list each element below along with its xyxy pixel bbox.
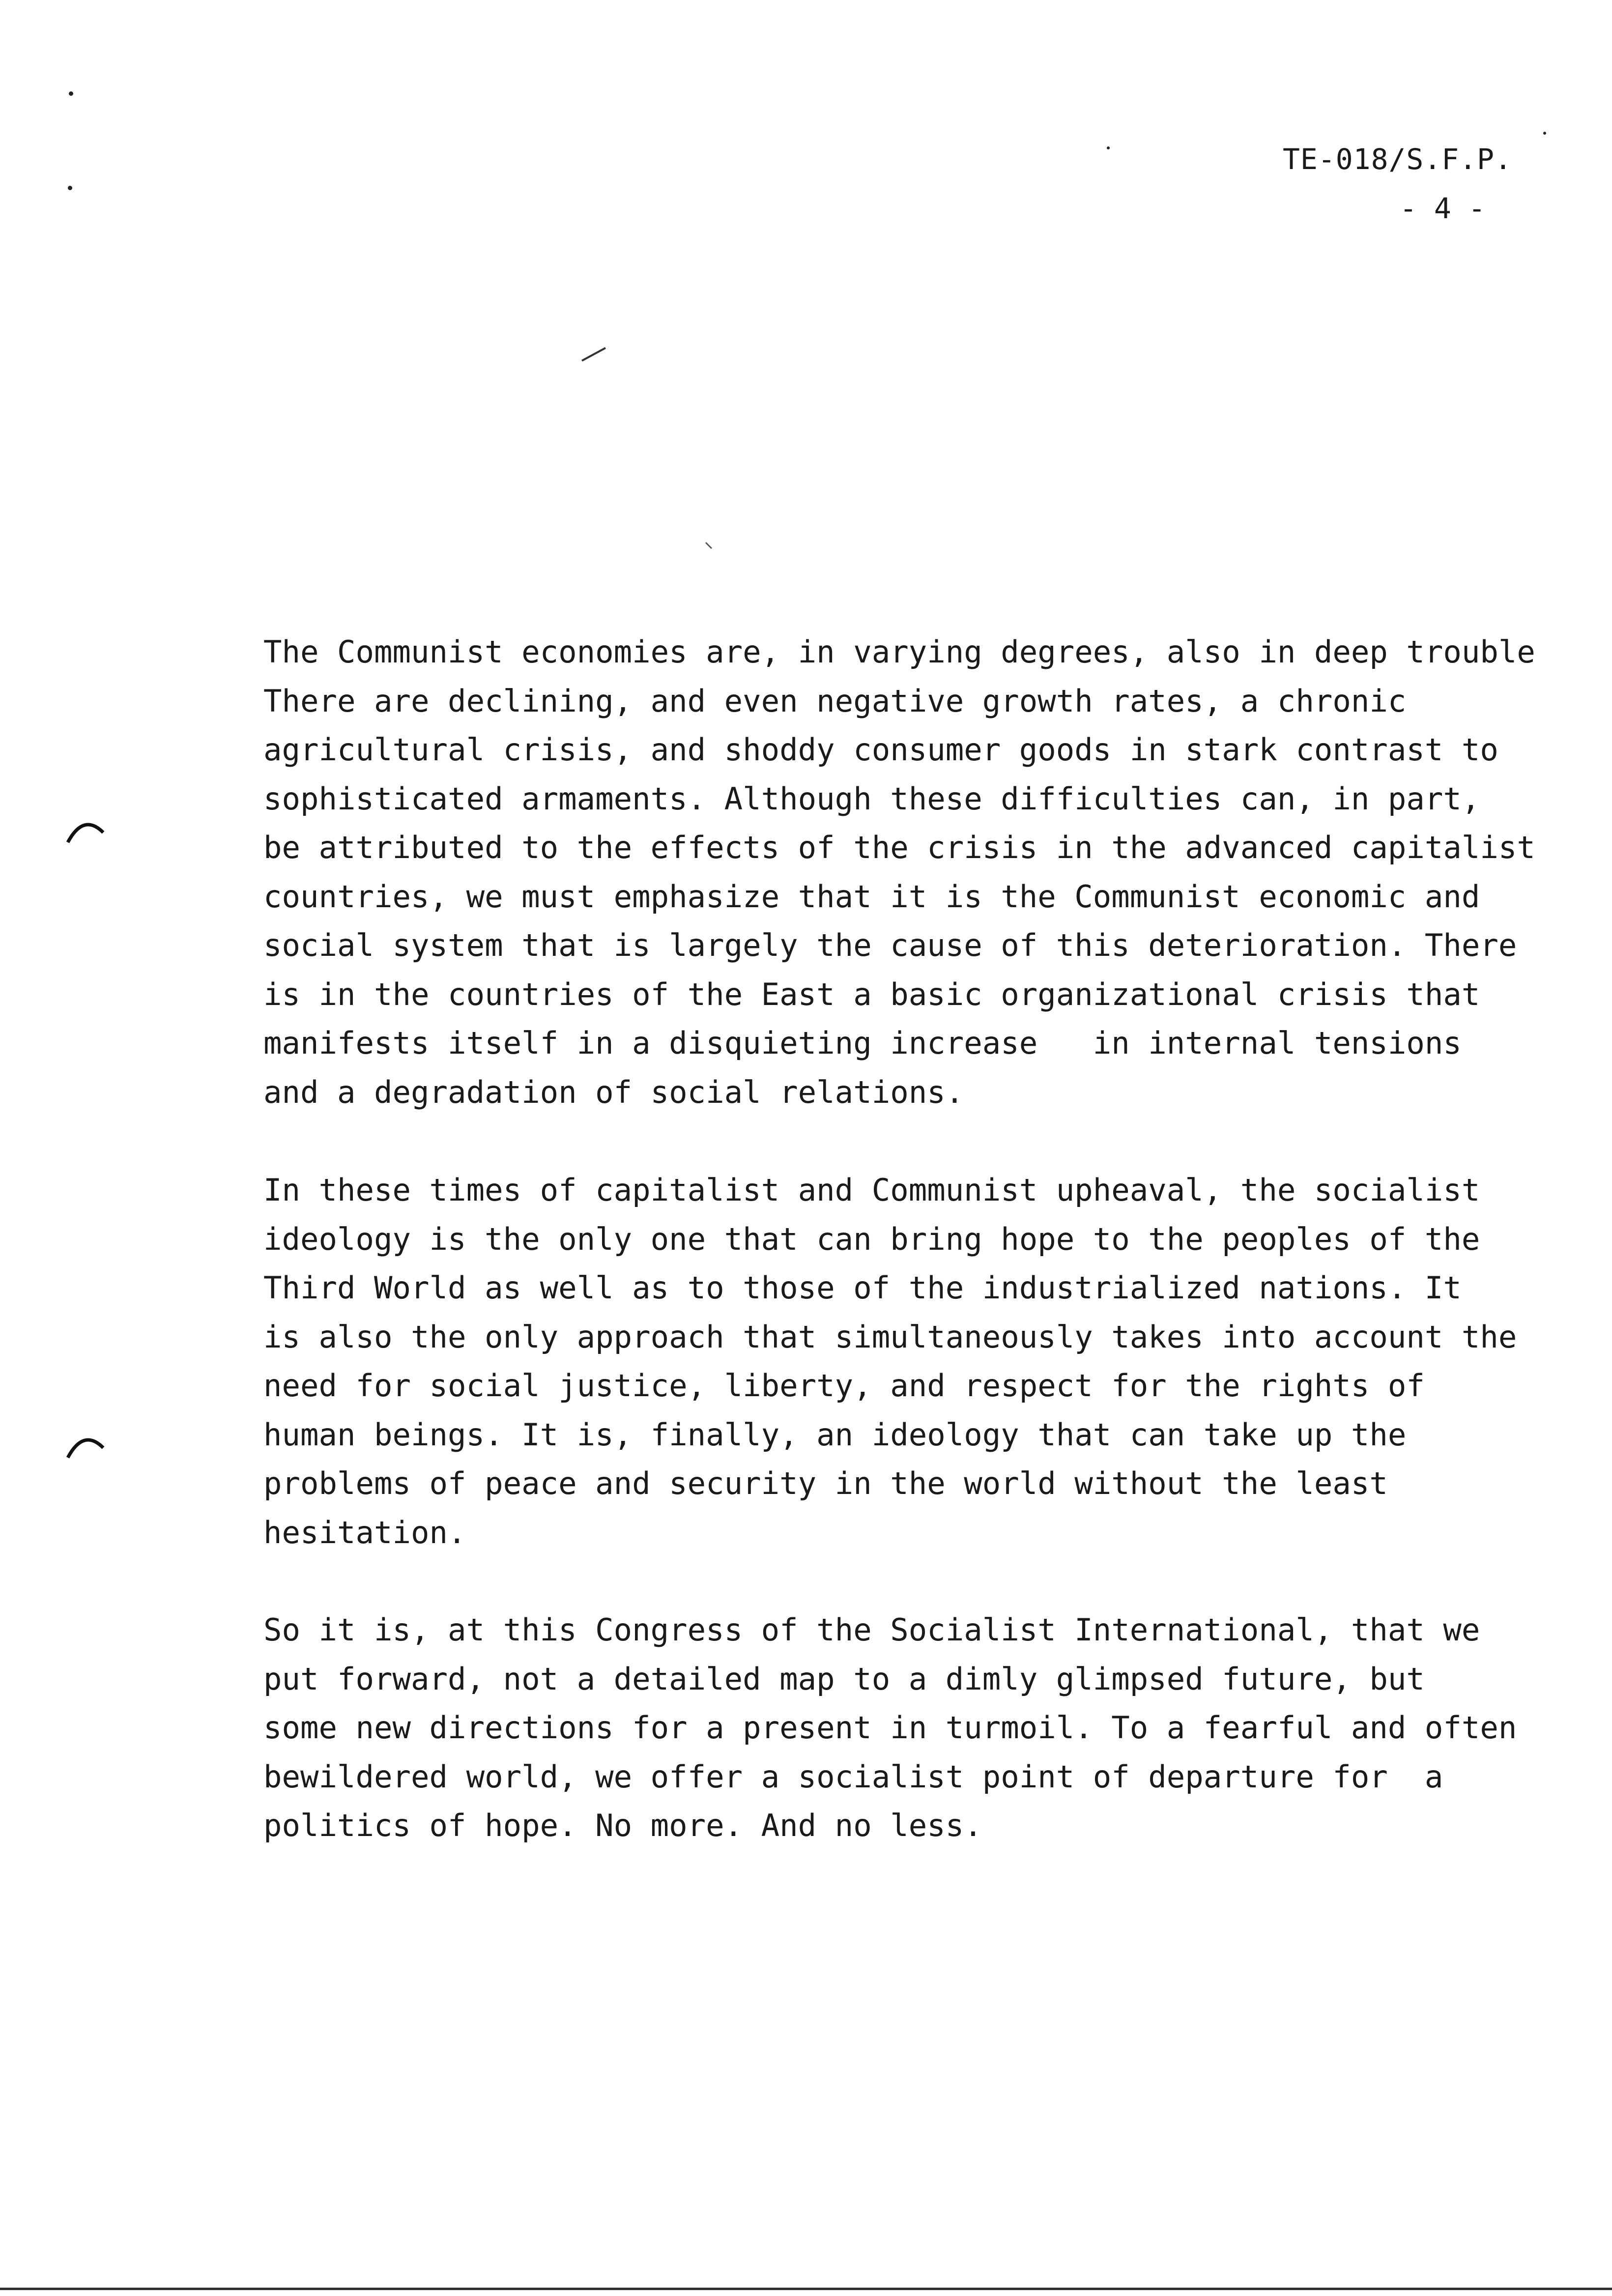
pen-stroke-mark (580, 344, 609, 364)
text-line: manifests itself in a disquieting increase in internal tensions (263, 1025, 1462, 1061)
text-line: ideology is the only one that can bring hope to the peoples of the (263, 1221, 1480, 1257)
punch-hole-arc (64, 1431, 108, 1461)
text-line: put forward, not a detailed map to a dimly glimpsed future, but (263, 1661, 1425, 1697)
text-line: politics of hope. No more. And no less. (263, 1808, 982, 1843)
document-reference: TE-018/S.F.P. (1283, 143, 1512, 176)
scan-speck (68, 186, 72, 190)
page-number: - 4 - (1400, 192, 1486, 225)
text-line: So it is, at this Congress of the Socialist International, that we (263, 1612, 1480, 1648)
pen-stroke-mark (703, 540, 718, 554)
text-line: need for social justice, liberty, and respect for the rights of (263, 1368, 1425, 1404)
paragraph (263, 1166, 1517, 1557)
scan-speck (1543, 132, 1546, 135)
text-line: is also the only approach that simultaneously takes into account the (263, 1319, 1517, 1355)
text-line: some new directions for a present in turmoil. To a fearful and often (263, 1710, 1517, 1746)
text-line: Third World as well as to those of the industrialized nations. It (263, 1270, 1462, 1306)
text-line: bewildered world, we offer a socialist point of departure for a (263, 1758, 1443, 1795)
text-line: social system that is largely the cause of this deterioration. There (263, 927, 1517, 963)
text-line: In these times of capitalist and Communist upheaval, the socialist (263, 1172, 1480, 1208)
paragraph (263, 628, 1535, 1117)
text-line: sophisticated armaments. Although these difficulties can, in part, (263, 780, 1480, 817)
paragraph (263, 1606, 1517, 1850)
punch-hole-arc (64, 816, 108, 845)
text-line: is in the countries of the East a basic organizational crisis that (263, 976, 1480, 1012)
text-line: hesitation. (263, 1514, 466, 1550)
text-line: countries, we must emphasize that it is the Communist economic and (263, 878, 1480, 915)
text-line: and a degradation of social relations. (263, 1074, 964, 1110)
text-line: agricultural crisis, and shoddy consumer goods in stark contrast to (263, 732, 1498, 768)
text-line: human beings. It is, finally, an ideology that can take up the (263, 1416, 1407, 1453)
text-line: There are declining, and even negative growth rates, a chronic (263, 683, 1407, 719)
text-line: be attributed to the effects of the crisis in the advanced capitalist (263, 830, 1535, 865)
page-bottom-edge (0, 2288, 1612, 2290)
text-line: The Communist economies are, in varying degrees, also in deep trouble (263, 634, 1535, 670)
scan-speck (1107, 146, 1110, 149)
scan-speck (69, 91, 73, 96)
text-line: problems of peace and security in the world without the least (263, 1465, 1388, 1501)
